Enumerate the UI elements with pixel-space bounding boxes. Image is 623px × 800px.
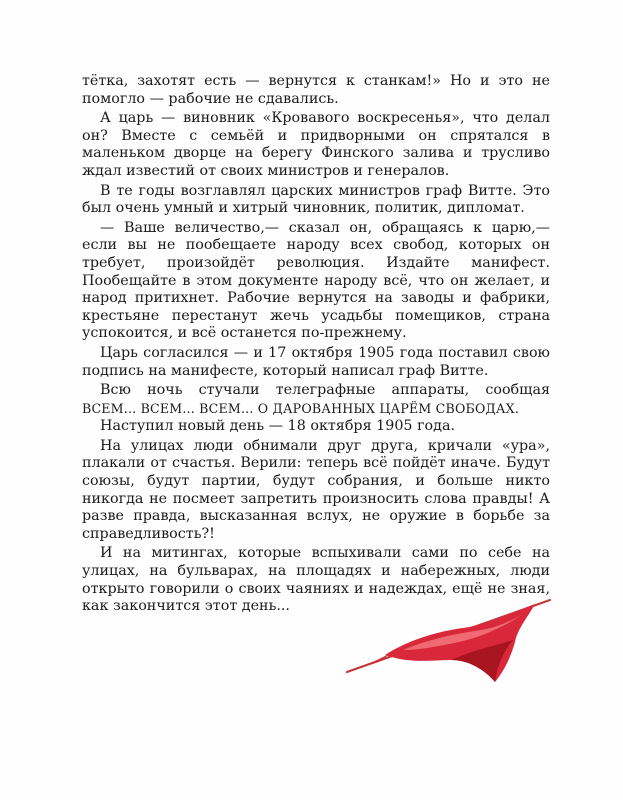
- flag-cloth: [385, 604, 535, 682]
- paragraph-8: И на митингах, которые вспыхивали сами по себе на улицах, на бульварах, на площадях и набережных, люди открыто говорили о своих чаяниях и надеждах, ещё не зная, как закончится этот день...: [82, 545, 550, 615]
- paragraph-1: тётка, захотят есть — вернутся к станкам!» Но и это не помогло — рабочие не сдавались.: [82, 73, 550, 107]
- telegraph-lead: Всю ночь стучали телеграфные аппараты, сообщая: [100, 382, 550, 399]
- paragraph-5: Царь согласился — и 17 октября 1905 года поставил свою подпись на манифесте, который написал граф Витте.: [82, 344, 550, 379]
- page-text: [82, 73, 550, 616]
- paragraph-2: А царь — виновник «Кровавого воскресенья», что делал он? Вместе с семьёй и придворными он спрятался в маленьком дворце на берегу Финского залива и трусливо ждал известий от своих министров и генералов.: [82, 110, 550, 179]
- paragraph-3: В те годы возглавлял царских министров граф Витте. Это был очень умный и хитрый чиновник, политик, дипломат.: [82, 182, 550, 217]
- paragraph-telegraph: [82, 382, 550, 418]
- telegraph-message: ВСЕМ... ВСЕМ... ВСЕМ... О ДАРОВАННЫХ ЦАРЁМ СВОБОДАХ.: [82, 400, 520, 416]
- paragraph-7: На улицах люди обнимали друг друга, кричали «ура», плакали от счастья. Верили: теперь всё пойдёт иначе. Будут союзы, будут партии, будут собрания, и больше никто никогда не посмеет запретить произносить слова правды! А разве правда, высказанная вслух, не оружие в борьбе за справедливость?!: [82, 437, 550, 542]
- paragraph-4: — Ваше величество,— сказал он, обращаясь к царю,— если вы не пообещаете народу всех свобод, которых он требует, произойдёт революция. Издайте манифест. Пообещайте в этом документе народу всё, что он желает, и народ притихнет. Рабочие вернутся на заводы и фабрики, крестьяне перестанут жечь усадьбы помещиков, страна успокоится, и всё останется по-прежнему.: [82, 219, 550, 342]
- paragraph-6: Наступил новый день — 18 октября 1905 года.: [100, 418, 456, 435]
- red-flag-icon: [345, 590, 555, 690]
